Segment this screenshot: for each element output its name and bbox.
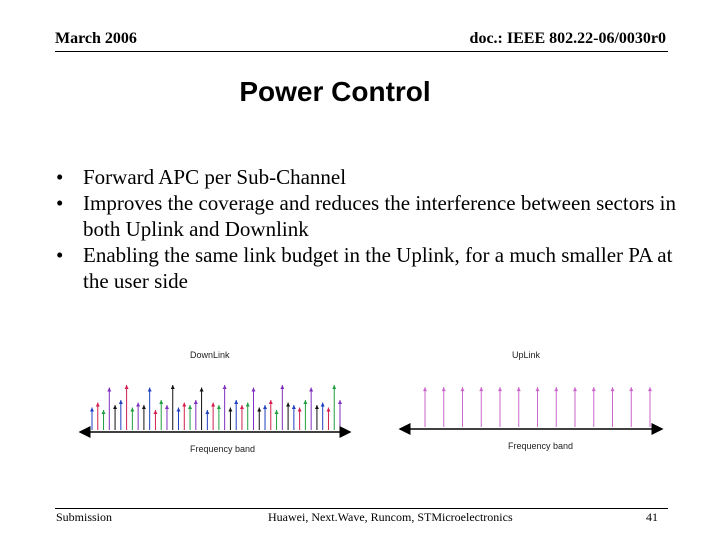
- bullet-text: Forward APC per Sub-Channel: [83, 165, 347, 189]
- header-date: March 2006: [55, 30, 137, 47]
- subcarrier-arrowhead-icon: [153, 410, 157, 414]
- subcarrier-arrowhead-icon: [228, 408, 232, 412]
- subcarrier-arrowhead-icon: [326, 408, 330, 412]
- subcarrier-arrowhead-icon: [536, 387, 540, 391]
- subcarrier-arrowhead-icon: [96, 403, 100, 407]
- subcarrier-arrowhead-icon: [182, 403, 186, 407]
- header-doc-id: doc.: IEEE 802.22-06/0030r0: [469, 30, 666, 47]
- subcarrier-arrowhead-icon: [90, 408, 94, 412]
- subcarrier-arrowhead-icon: [592, 387, 596, 391]
- subcarrier-arrowhead-icon: [303, 400, 307, 404]
- subcarrier-arrowhead-icon: [286, 403, 290, 407]
- subcarrier-arrowhead-icon: [107, 388, 111, 392]
- footer-page-number: 41: [646, 510, 658, 524]
- footer-authors: Huawei, Next.Wave, Runcom, STMicroelectronics: [268, 510, 513, 524]
- subcarrier-arrowhead-icon: [573, 387, 577, 391]
- subcarrier-arrowhead-icon: [298, 408, 302, 412]
- bullet-text: Enabling the same link budget in the Uplink, for a much smaller PA at the user side: [83, 243, 673, 293]
- uplink-axis-label: Frequency band: [508, 441, 574, 451]
- downlink-title: DownLink: [190, 350, 230, 360]
- subcarrier-arrowhead-icon: [251, 388, 255, 392]
- subcarrier-arrowhead-icon: [200, 388, 204, 392]
- subcarrier-arrowhead-icon: [217, 405, 221, 409]
- subcarrier-arrowhead-icon: [498, 387, 502, 391]
- subcarrier-arrowhead-icon: [194, 400, 198, 404]
- subcarrier-arrowhead-icon: [188, 405, 192, 409]
- subcarrier-arrowhead-icon: [205, 410, 209, 414]
- subcarrier-arrowhead-icon: [309, 388, 313, 392]
- subcarrier-arrowhead-icon: [611, 387, 615, 391]
- downlink-axis-label: Frequency band: [190, 444, 256, 454]
- downlink-panel: [80, 350, 350, 454]
- subcarrier-arrowhead-icon: [517, 387, 521, 391]
- uplink-title: UpLink: [512, 350, 541, 360]
- subcarrier-arrowhead-icon: [554, 387, 558, 391]
- subcarrier-arrowhead-icon: [479, 387, 483, 391]
- subcarrier-arrowhead-icon: [246, 403, 250, 407]
- subcarrier-arrowhead-icon: [223, 385, 227, 389]
- subcarrier-arrowhead-icon: [629, 387, 633, 391]
- subcarrier-arrowhead-icon: [211, 403, 215, 407]
- bullet-text: Improves the coverage and reduces the interference between sectors in both Uplink and Downlink: [83, 191, 676, 241]
- subcarrier-arrowhead-icon: [148, 388, 152, 392]
- subcarrier-arrowhead-icon: [136, 403, 140, 407]
- footer-rule: [55, 508, 668, 509]
- subcarrier-arrowhead-icon: [275, 410, 279, 414]
- subcarrier-arrowhead-icon: [263, 405, 267, 409]
- subcarrier-arrowhead-icon: [461, 387, 465, 391]
- subcarrier-arrowhead-icon: [315, 405, 319, 409]
- downlink-subcarriers: [90, 385, 342, 430]
- subcarrier-arrowhead-icon: [142, 405, 146, 409]
- subcarrier-arrowhead-icon: [234, 400, 238, 404]
- uplink-panel: [400, 350, 662, 451]
- subcarrier-arrowhead-icon: [269, 400, 273, 404]
- subcarrier-arrowhead-icon: [130, 408, 134, 412]
- subcarrier-arrowhead-icon: [442, 387, 446, 391]
- uplink-subcarriers: [423, 387, 652, 427]
- subcarrier-arrowhead-icon: [165, 405, 169, 409]
- subcarrier-arrowhead-icon: [321, 403, 325, 407]
- subcarrier-arrowhead-icon: [159, 400, 163, 404]
- subcarrier-arrowhead-icon: [257, 408, 261, 412]
- subcarrier-arrowhead-icon: [177, 408, 181, 412]
- subcarrier-arrowhead-icon: [332, 385, 336, 389]
- footer-submission: Submission: [56, 510, 113, 524]
- subcarrier-arrowhead-icon: [292, 405, 296, 409]
- subcarrier-arrowhead-icon: [113, 405, 117, 409]
- bullet-dot-icon: •: [56, 243, 64, 267]
- subcarrier-arrowhead-icon: [338, 400, 342, 404]
- slide-title: Power Control: [239, 76, 431, 107]
- subcarrier-arrowhead-icon: [423, 387, 427, 391]
- subcarrier-arrowhead-icon: [648, 387, 652, 391]
- bullet-dot-icon: •: [56, 165, 64, 189]
- subcarrier-arrowhead-icon: [240, 405, 244, 409]
- subcarrier-arrowhead-icon: [102, 410, 106, 414]
- subcarrier-arrowhead-icon: [125, 385, 129, 389]
- subcarrier-arrowhead-icon: [171, 385, 175, 389]
- subcarrier-arrowhead-icon: [280, 385, 284, 389]
- bullet-dot-icon: •: [56, 191, 64, 215]
- subcarrier-arrowhead-icon: [119, 400, 123, 404]
